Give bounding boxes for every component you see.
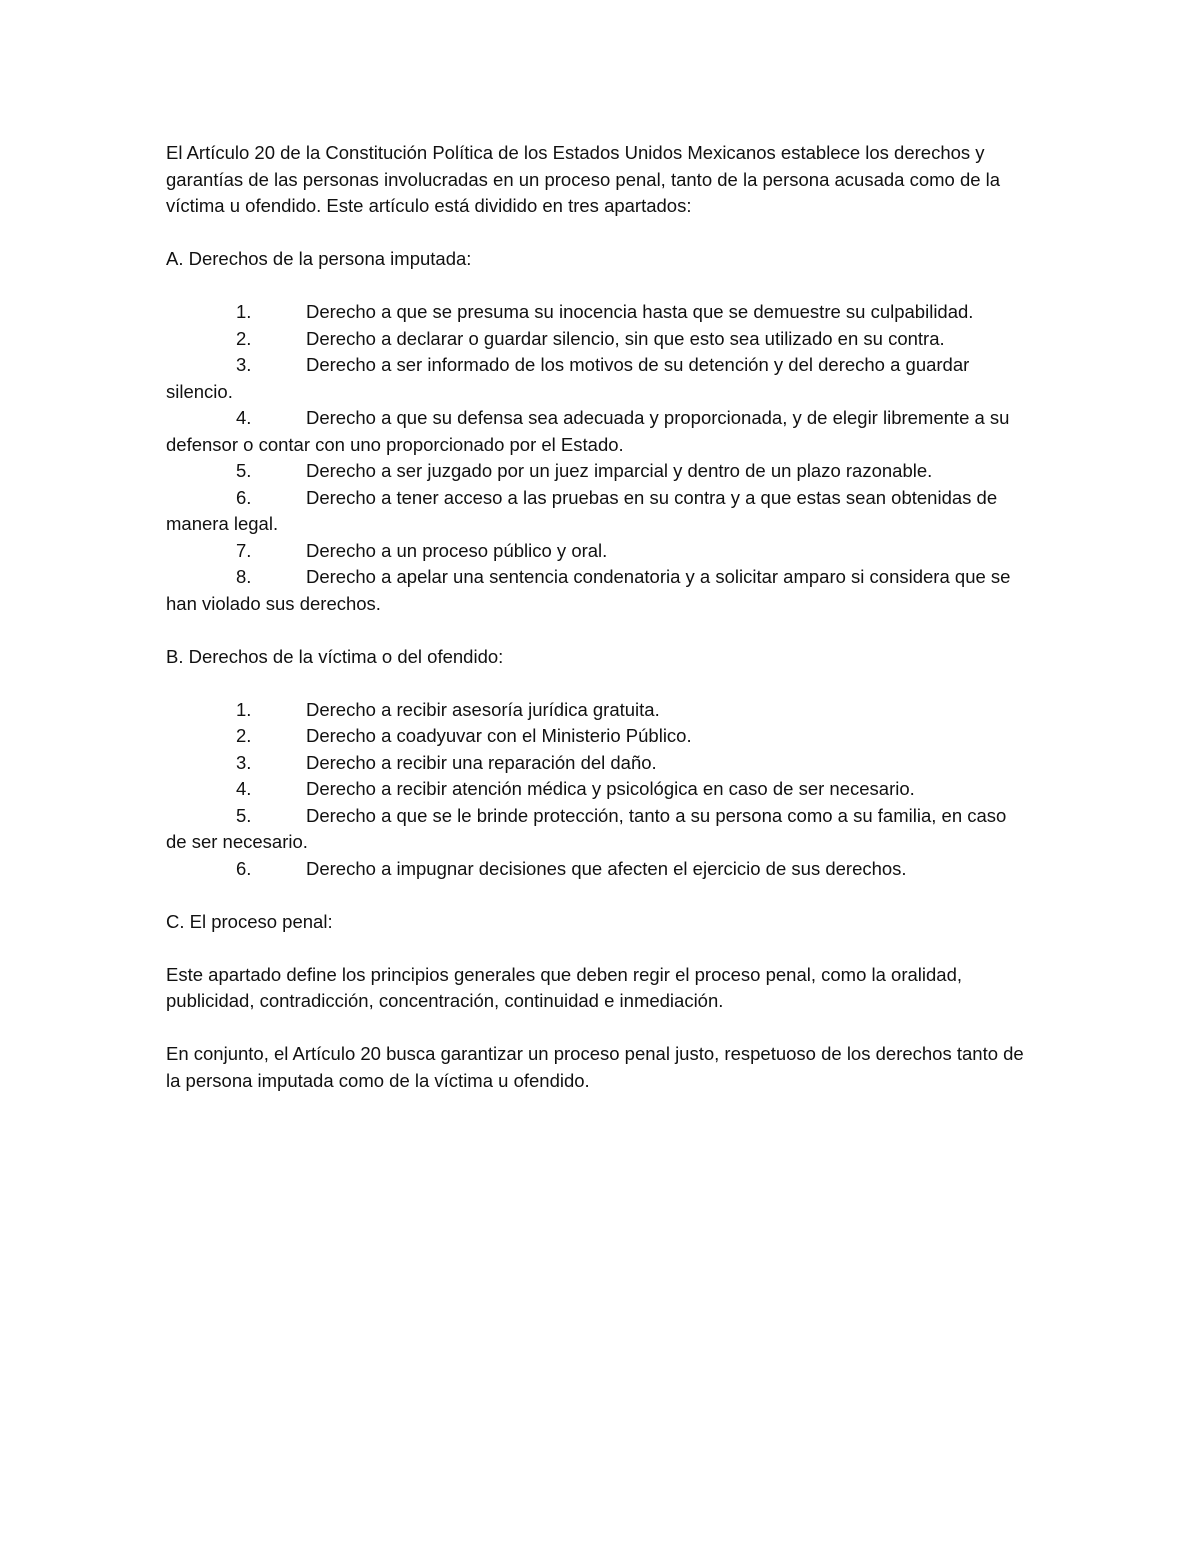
document-page bbox=[166, 140, 1028, 1121]
conclusion-paragraph: En conjunto, el Artículo 20 busca garantizar un proceso penal justo, respetuoso de los derechos tanto de la persona imputada como de la víctima u ofendido. bbox=[166, 1043, 1024, 1091]
list-item-text: Derecho a impugnar decisiones que afecten el ejercicio de sus derechos. bbox=[306, 857, 907, 879]
list-item-text: Derecho a que su defensa sea adecuada y proporcionada, y de elegir libremente a su defensor o contar con uno proporcionado por el Estado. bbox=[166, 407, 1010, 455]
list-item-text: Derecho a declarar o guardar silencio, sin que esto sea utilizado en su contra. bbox=[306, 327, 945, 349]
list-item bbox=[166, 564, 1028, 617]
section-a-list bbox=[166, 299, 1028, 617]
list-item-text: Derecho a un proceso público y oral. bbox=[306, 539, 608, 561]
list-item-number: 3. bbox=[236, 751, 252, 773]
section-b-list bbox=[166, 697, 1028, 883]
list-item-number: 1. bbox=[236, 301, 252, 322]
list-item-number: 1. bbox=[236, 698, 252, 720]
list-item-number: 7. bbox=[236, 539, 252, 561]
section-c-paragraph: Este apartado define los principios generales que deben regir el proceso penal, como la oralidad, publicidad, contradicción, concentración, continuidad e inmediación. bbox=[166, 963, 963, 1011]
list-item-number: 2. bbox=[236, 725, 252, 746]
list-item bbox=[166, 352, 1028, 405]
list-item-number: 4. bbox=[236, 407, 252, 428]
list-item-number: 5. bbox=[236, 804, 252, 826]
list-item bbox=[166, 458, 1028, 485]
list-item-text: Derecho a ser juzgado por un juez imparcial y dentro de un plazo razonable. bbox=[306, 460, 933, 481]
list-item bbox=[166, 750, 1028, 777]
list-item bbox=[166, 697, 1028, 724]
list-item-text: Derecho a ser informado de los motivos de su detención y del derecho a guardar silencio. bbox=[166, 354, 970, 402]
list-item-number: 6. bbox=[236, 486, 252, 508]
section-a-heading: A. Derechos de la persona imputada: bbox=[166, 248, 472, 269]
list-item-number: 4. bbox=[236, 778, 252, 799]
list-item-number: 2. bbox=[236, 327, 252, 349]
list-item bbox=[166, 299, 1028, 326]
list-item-text: Derecho a apelar una sentencia condenatoria y a solicitar amparo si considera que se han violado sus derechos. bbox=[166, 566, 1011, 614]
list-item-number: 8. bbox=[236, 566, 252, 587]
list-item bbox=[166, 405, 1028, 458]
list-item bbox=[166, 776, 1028, 803]
list-item bbox=[166, 803, 1028, 856]
list-item-text: Derecho a recibir asesoría jurídica gratuita. bbox=[306, 698, 660, 720]
section-c-heading: C. El proceso penal: bbox=[166, 910, 333, 932]
list-item-text: Derecho a que se presuma su inocencia hasta que se demuestre su culpabilidad. bbox=[306, 301, 974, 322]
list-item-text: Derecho a que se le brinde protección, tanto a su persona como a su familia, en caso de ser necesario. bbox=[166, 804, 1007, 852]
list-item bbox=[166, 538, 1028, 565]
list-item bbox=[166, 723, 1028, 750]
list-item-text: Derecho a recibir atención médica y psicológica en caso de ser necesario. bbox=[306, 778, 915, 799]
list-item-text: Derecho a coadyuvar con el Ministerio Público. bbox=[306, 725, 692, 746]
list-item-number: 5. bbox=[236, 460, 252, 481]
intro-paragraph: El Artículo 20 de la Constitución Política de los Estados Unidos Mexicanos establece los derechos y garantías de las personas involucradas en un proceso penal, tanto de la persona acusada como de la víctima u ofendido. Este artículo está dividido en tres apartados: bbox=[166, 142, 1001, 216]
list-item bbox=[166, 326, 1028, 353]
section-b-heading: B. Derechos de la víctima o del ofendido: bbox=[166, 645, 504, 667]
list-item-text: Derecho a recibir una reparación del daño. bbox=[306, 751, 657, 773]
list-item-number: 3. bbox=[236, 354, 252, 375]
list-item-text: Derecho a tener acceso a las pruebas en su contra y a que estas sean obtenidas de manera legal. bbox=[166, 486, 998, 534]
list-item bbox=[166, 856, 1028, 883]
list-item bbox=[166, 485, 1028, 538]
list-item-number: 6. bbox=[236, 857, 252, 879]
